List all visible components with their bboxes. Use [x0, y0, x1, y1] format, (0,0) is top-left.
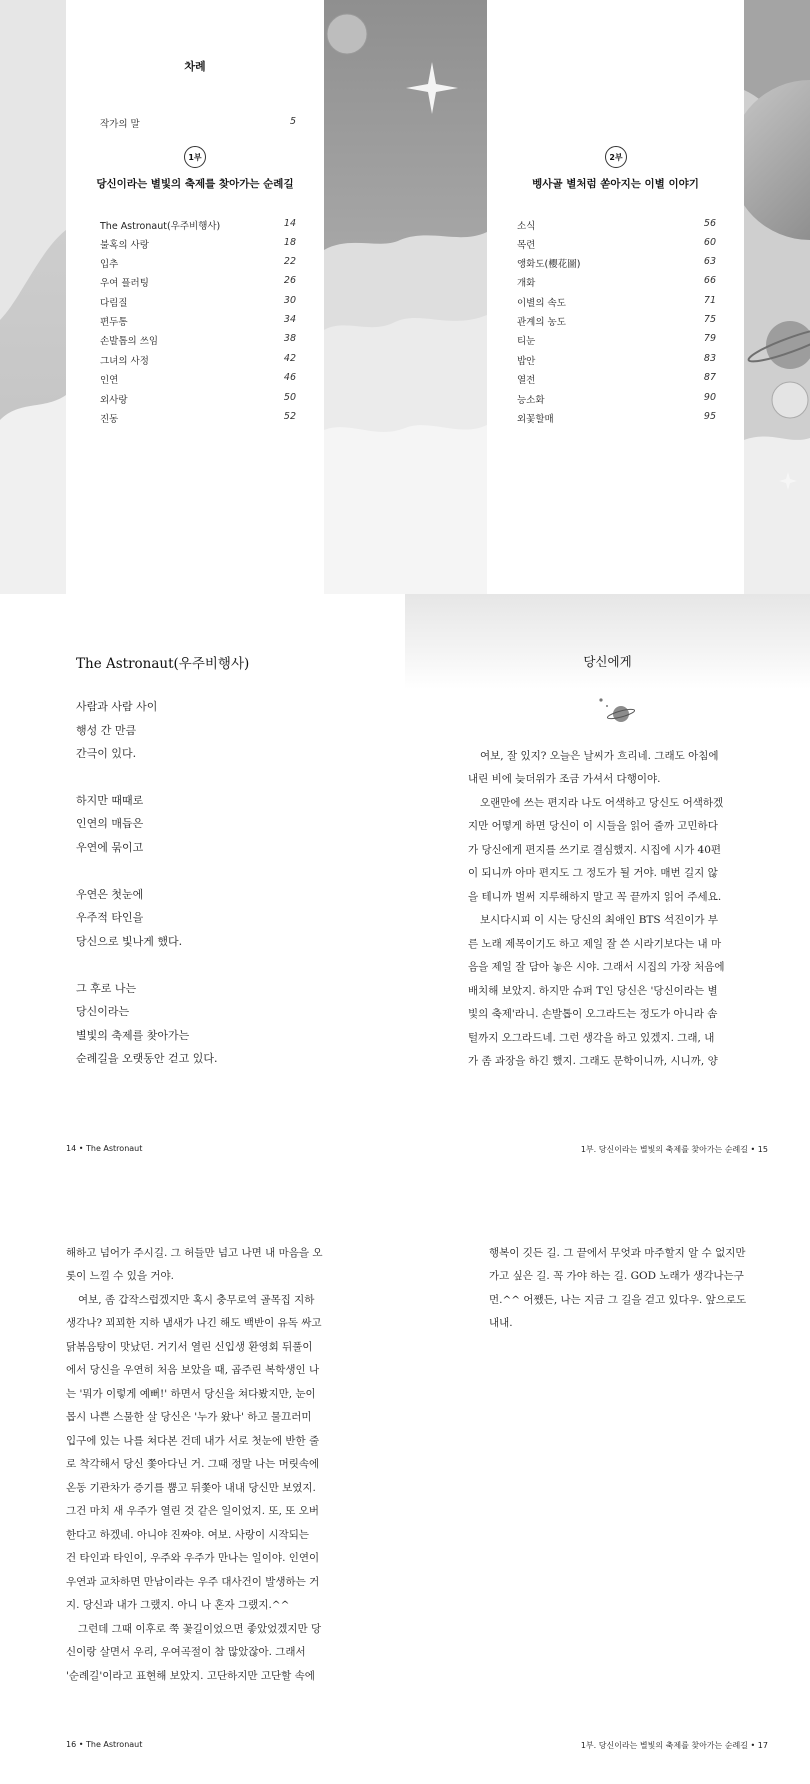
- letter-line: 닭볶음탕이 맛났던. 거기서 열린 신입생 환영회 뒤풀이: [66, 1341, 313, 1353]
- toc-item-page: 5: [289, 116, 296, 127]
- poem-line: 별빛의 축제를 찾아가는: [76, 1029, 190, 1042]
- letter-line: 건 타인과 타인이, 우주와 우주가 만나는 일이야. 인연이: [66, 1552, 320, 1564]
- part-badge: 2부: [605, 146, 627, 168]
- toc-item[interactable]: [517, 333, 716, 347]
- letter-line: 른 노래 제목이기도 하고 제일 잘 쓴 시라기보다는 내 마: [468, 938, 722, 950]
- toc-item-prologue[interactable]: [100, 116, 296, 130]
- toc-item-title: 손발톱의 쓰임: [100, 336, 159, 347]
- toc-item-page: 56: [703, 218, 716, 229]
- toc-item-title: 불혹의 사랑: [100, 240, 149, 251]
- toc-item-title: 밥안: [517, 356, 536, 367]
- part-title: 당신이라는 별빛의 축제를 찾아가는 순례길: [96, 178, 294, 190]
- letter-line: 지만 어떻게 하면 당신이 이 시들을 읽어 줄까 고민하다: [468, 820, 718, 832]
- toc-item-page: 38: [283, 333, 296, 344]
- toc-item[interactable]: [100, 392, 296, 406]
- letter-line: 는 '뭐가 이렇게 예뻐!' 하면서 당신을 쳐다봤지만, 눈이: [66, 1388, 316, 1400]
- letter-line: 지. 당신과 내가 그랬지. 아니 나 혼자 그랬지.^^: [66, 1599, 290, 1611]
- toc-item[interactable]: [517, 392, 716, 406]
- page-17: [405, 1154, 810, 1784]
- poem-line: 하지만 때때로: [76, 794, 144, 807]
- toc-item-page: 18: [283, 237, 296, 248]
- letter-line: 행복이 깃든 길. 그 끝에서 무엇과 마주할지 알 수 없지만: [489, 1247, 746, 1259]
- toc-item-page: 87: [703, 372, 716, 383]
- toc-item-page: 46: [283, 372, 296, 383]
- letter-line: 오랜만에 쓰는 편지라 나도 어색하고 당신도 어색하겠: [480, 797, 724, 809]
- letter-line: 내린 비에 늦더위가 조금 가셔서 다행이야.: [468, 773, 661, 785]
- spread-pages-16-17: [0, 1154, 810, 1784]
- letter-line: 입구에 있는 나를 쳐다본 건데 내가 서로 첫눈에 반한 줄: [66, 1435, 320, 1447]
- toc-item[interactable]: [100, 333, 296, 347]
- letter-line: 우연과 교차하면 만남이라는 우주 대사건이 발생하는 거: [66, 1576, 320, 1588]
- toc-item[interactable]: [517, 353, 716, 367]
- letter-line: 여보, 잘 있지? 오늘은 날씨가 흐리네. 그래도 아침에: [480, 750, 719, 762]
- poem-line: 우연에 묶이고: [76, 841, 144, 854]
- toc-item[interactable]: [517, 295, 716, 309]
- poem-line: 행성 간 만큼: [76, 724, 137, 737]
- toc-item-title: 우여 플러팅: [100, 278, 149, 289]
- poem-title: The Astronaut(우주비행사): [76, 656, 250, 672]
- toc-item[interactable]: [100, 372, 296, 386]
- toc-item-page: 83: [703, 353, 716, 364]
- toc-item-page: 60: [703, 237, 716, 248]
- toc-item-page: 52: [283, 411, 296, 422]
- letter-line: 빛의 축제'라니. 손발톱이 오그라드는 정도가 아니라 솜: [468, 1008, 718, 1020]
- toc-item[interactable]: [100, 353, 296, 367]
- toc-item[interactable]: [517, 411, 716, 425]
- letter-line: 몹시 나쁜 스물한 살 당신은 '누가 왔나' 하고 물끄러미: [66, 1411, 312, 1423]
- toc-item[interactable]: [517, 218, 716, 232]
- toc-item-page: 22: [283, 256, 296, 267]
- toc-item-title: 작가의 말: [100, 119, 140, 130]
- poem-line: 순례길을 오랫동안 걷고 있다.: [76, 1052, 218, 1065]
- toc-item-title: 외사랑: [100, 395, 128, 406]
- toc-item[interactable]: [517, 275, 716, 289]
- letter-line: 을 테니까 벌써 지루해하지 말고 꼭 끝까지 읽어 주세요.: [468, 891, 722, 903]
- letter-line: 배치해 보았지. 하지만 슈퍼 T인 당신은 '당신이라는 별: [468, 985, 718, 997]
- page-16: [0, 1154, 405, 1784]
- letter-line: 음을 제일 잘 담아 놓은 시야. 그래서 시집의 가장 처음에: [468, 961, 725, 973]
- poem-line: 우주적 타인을: [76, 911, 144, 924]
- letter-line: 에서 당신을 우연히 처음 보았을 때, 곱주린 복학생인 나: [66, 1364, 320, 1376]
- poem-line: 그 후로 나는: [76, 982, 137, 995]
- toc-item-page: 95: [703, 411, 716, 422]
- toc-item-page: 30: [283, 295, 296, 306]
- toc-item-page: 66: [703, 275, 716, 286]
- toc-item-title: 이별의 속도: [517, 298, 566, 309]
- toc-item-title: 개화: [517, 278, 536, 289]
- toc-item-title: 관계의 농도: [517, 317, 566, 328]
- page-folio: 14 • The Astronaut: [66, 1144, 143, 1153]
- letter-line: '순례길'이라고 표현해 보았지. 고단하지만 고단할 속에: [66, 1670, 315, 1682]
- planet-icon: [595, 694, 635, 728]
- letter-line: 생각나? 꾀꾀한 지하 냄새가 나긴 해도 백반이 유독 싸고: [66, 1317, 322, 1329]
- letter-line: 가 좀 과장을 하긴 했지. 그래도 문학이니까, 시니까, 양: [468, 1055, 718, 1067]
- letter-line: 그건 마치 새 우주가 열린 것 같은 일이었지. 또, 또 오버: [66, 1505, 320, 1517]
- part-badge: 1부: [184, 146, 206, 168]
- letter-line: 먼.^^ 어쨌든, 나는 지금 그 길을 걷고 있다우. 앞으로도: [489, 1294, 747, 1306]
- part-title: 벵사골 별처럼 쏟아지는 이별 이야기: [532, 178, 699, 190]
- toc-item[interactable]: [100, 411, 296, 425]
- toc-item[interactable]: [100, 314, 296, 328]
- poem-line: 인연의 매듭은: [76, 817, 144, 830]
- toc-heading: 차례: [184, 60, 206, 73]
- poem-line: 우연은 첫눈에: [76, 888, 144, 901]
- toc-item-title: 능소화: [517, 395, 545, 406]
- toc-item-title: 그녀의 사정: [100, 356, 149, 367]
- letter-line: 한다고 하겠네. 아니야 진짜야. 여보. 사랑이 시작되는: [66, 1529, 310, 1541]
- letter-title: 당신에게: [583, 654, 632, 669]
- toc-item[interactable]: [517, 314, 716, 328]
- letter-line: 해하고 넘어가 주시길. 그 허들만 넘고 나면 내 마음을 오: [66, 1247, 323, 1259]
- toc-item-title: 편두통: [100, 317, 128, 328]
- toc-item[interactable]: [100, 275, 296, 289]
- toc-item-page: 14: [283, 218, 296, 229]
- page-folio: 16 • The Astronaut: [66, 1740, 143, 1749]
- toc-right-page: [487, 0, 744, 594]
- poem-line: 사람과 사람 사이: [76, 700, 158, 713]
- toc-item-page: 34: [283, 314, 296, 325]
- letter-line: 신이랑 살면서 우리, 우여곡절이 참 많았잖아. 그래서: [66, 1646, 306, 1658]
- toc-item-title: 목련: [517, 240, 536, 251]
- toc-item[interactable]: [100, 218, 296, 232]
- toc-item-page: 71: [703, 295, 716, 306]
- toc-item[interactable]: [517, 237, 716, 251]
- toc-item-title: 소식: [517, 221, 536, 232]
- letter-line: 롯이 느낄 수 있을 거야.: [66, 1270, 174, 1282]
- poem-line: 당신으로 빛나게 했다.: [76, 935, 183, 948]
- toc-item-title: The Astronaut(우주비행사): [100, 221, 221, 232]
- letter-line: 가고 싶은 길. 꼭 가야 하는 길. GOD 노래가 생각나는구: [489, 1270, 744, 1282]
- toc-item-title: 외꽃할매: [517, 414, 554, 425]
- toc-item[interactable]: [517, 372, 716, 386]
- toc-item-title: 다림질: [100, 298, 128, 309]
- letter-line: 여보, 좀 갑작스럽겠지만 혹시 충무로역 골목집 지하: [78, 1294, 315, 1306]
- letter-line: 그런데 그때 이후로 쭉 꽃길이었으면 좋았었겠지만 당: [78, 1623, 322, 1635]
- toc-item-title: 앵화도(櫻花圖): [517, 259, 581, 270]
- toc-item[interactable]: [100, 295, 296, 309]
- page-14: [0, 594, 405, 1154]
- toc-item-page: 75: [703, 314, 716, 325]
- letter-line: 가 당신에게 편지를 쓰기로 결심했지. 시집에 시가 40편: [468, 844, 722, 856]
- page-folio: 1부. 당신이라는 별빛의 축제를 찾아가는 순례길 • 17: [580, 1741, 768, 1750]
- letter-line: 로 착각해서 당신 쫓아다닌 거. 그때 정말 나는 머릿속에: [66, 1458, 320, 1470]
- toc-item-title: 티눈: [517, 336, 536, 347]
- letter-line: 보시다시피 이 시는 당신의 최애인 BTS 석진이가 부: [480, 914, 718, 926]
- letter-line: 온동 기관차가 증기를 뿜고 뒤쫓아 내내 당신만 보였지.: [66, 1482, 316, 1494]
- toc-spread: [0, 0, 810, 594]
- letter-line: 내내.: [489, 1317, 513, 1329]
- toc-item[interactable]: [517, 256, 716, 270]
- page-15: [405, 594, 810, 1154]
- toc-item[interactable]: [100, 237, 296, 251]
- toc-item-title: 진동: [100, 414, 119, 425]
- toc-item-page: 90: [703, 392, 716, 403]
- toc-item-page: 42: [283, 353, 296, 364]
- toc-item-title: 인연: [100, 375, 119, 386]
- toc-item-title: 입추: [100, 259, 119, 270]
- toc-item[interactable]: [100, 256, 296, 270]
- page-header-shade: [405, 594, 810, 689]
- toc-item-page: 63: [703, 256, 716, 267]
- letter-line: 이 되니까 아마 편지도 그 정도가 될 거야. 매번 길지 않: [468, 867, 718, 879]
- toc-item-page: 26: [283, 275, 296, 286]
- spread-pages-14-15: [0, 594, 810, 1154]
- toc-item-title: 열전: [517, 375, 536, 386]
- toc-item-page: 50: [283, 392, 296, 403]
- poem-line: 당신이라는: [76, 1005, 130, 1018]
- page-folio: 1부. 당신이라는 별빛의 축제를 찾아가는 순례길 • 15: [580, 1145, 768, 1154]
- letter-line: 털까지 오그라드네. 그런 생각을 하고 있겠지. 그래, 내: [468, 1032, 715, 1044]
- toc-left-page: [66, 0, 324, 594]
- toc-item-page: 79: [703, 333, 716, 344]
- poem-line: 간극이 있다.: [76, 747, 137, 760]
